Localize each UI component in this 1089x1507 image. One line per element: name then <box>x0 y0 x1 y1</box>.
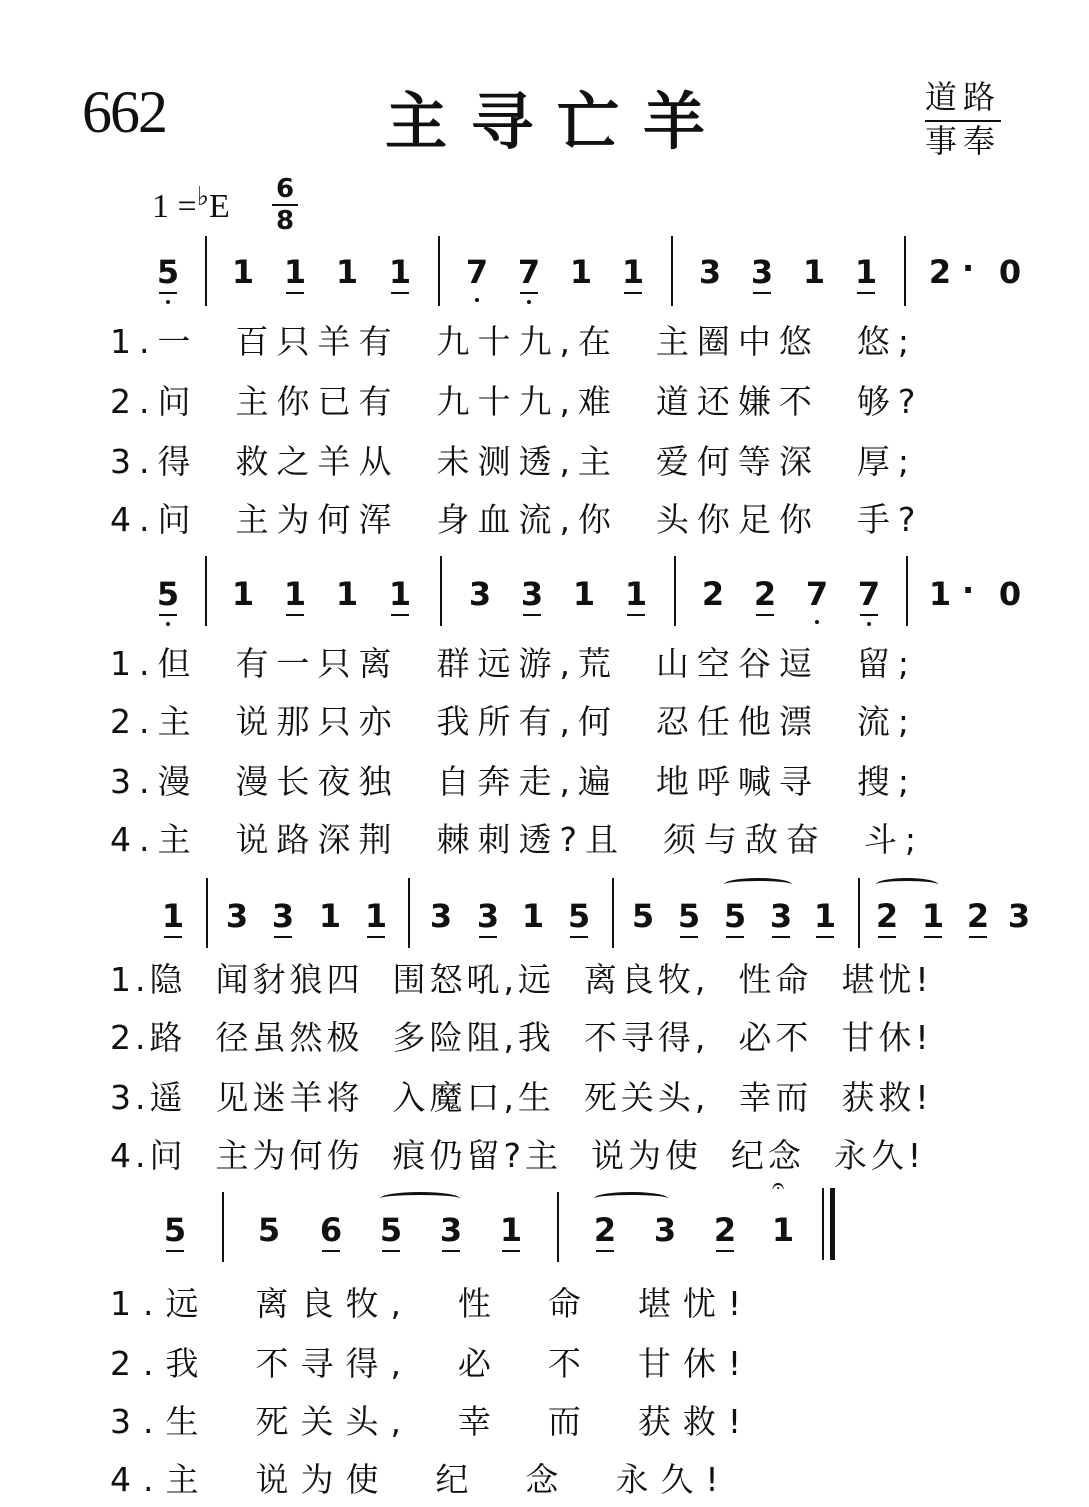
bar-line <box>222 1192 224 1262</box>
slur-mark <box>724 878 792 891</box>
lyric-line: 1.隐 闻豺狼四 围怒吼,远 离良牧, 性命 堪忧! <box>110 960 933 999</box>
lyric-line: 3.得 救之羊从 未测透,主 爱何等深 厚; <box>110 442 918 481</box>
note: 3 <box>429 897 453 935</box>
note: 1 <box>928 575 952 613</box>
note: 2 <box>872 898 902 934</box>
note: 1 <box>385 254 415 290</box>
slur-mark <box>380 1192 460 1205</box>
bar-line <box>557 1192 559 1262</box>
lyric-line: 2.路 径虽然极 多险阻,我 不寻得, 必不 甘休! <box>110 1018 933 1057</box>
note: 1 <box>810 898 840 934</box>
bar-line <box>206 878 208 948</box>
note: 5 <box>674 898 704 934</box>
note: 7 <box>802 576 832 612</box>
key-prefix: 1 = <box>152 188 197 225</box>
note: 2 <box>701 575 725 613</box>
note: 1 <box>280 254 310 290</box>
note: 3 <box>225 897 249 935</box>
note: 1 <box>618 254 648 290</box>
bar-line <box>205 556 207 626</box>
note: 1 <box>621 576 651 612</box>
note: 3 <box>698 253 722 291</box>
note: 5 <box>257 1211 281 1249</box>
bar-line <box>408 878 410 948</box>
bar-line <box>612 878 614 948</box>
note: 5 <box>153 254 183 290</box>
lyric-line: 4.主 说为使 纪 念 永久! <box>110 1460 731 1499</box>
note: 5 <box>376 1212 406 1248</box>
bar-line <box>906 556 908 626</box>
words-credit: 道路 <box>925 72 1001 122</box>
note: 2 <box>590 1212 620 1248</box>
lyric-line: 2.问 主你已有 九十九,难 道还嫌不 够? <box>110 382 924 421</box>
note: 3 <box>653 1211 677 1249</box>
note: 6 <box>316 1212 346 1248</box>
lyric-line: 1.远 离良牧, 性 命 堪忧! <box>110 1284 754 1323</box>
note: 2 <box>750 576 780 612</box>
time-signature <box>270 174 300 236</box>
bar-line <box>671 236 673 306</box>
note: 1 <box>361 898 391 934</box>
note: 5 <box>160 1212 190 1248</box>
note: 0 <box>998 575 1022 613</box>
note: 1 <box>158 898 188 934</box>
fermata-icon: 𝄐 <box>772 1174 785 1199</box>
duration-dot: · <box>962 249 975 287</box>
bar-line <box>904 236 906 306</box>
lyric-line: 1.一 百只羊有 九十九,在 主圈中悠 悠; <box>110 322 918 361</box>
note: 1 <box>569 253 593 291</box>
lyric-line: 4.问 主为何伤 痕仍留?主 说为使 纪念 永久! <box>110 1136 926 1175</box>
slur-mark <box>876 878 938 891</box>
lyric-line: 3.漫 漫长夜独 自奔走,遍 地呼喊寻 搜; <box>110 762 918 801</box>
note: 3 <box>747 254 777 290</box>
note: 1 <box>231 575 255 613</box>
note: 1 <box>802 253 826 291</box>
note: 2 <box>710 1212 740 1248</box>
hymn-number: 662 <box>82 79 166 145</box>
note: 7 <box>462 254 492 290</box>
time-denominator: 8 <box>275 206 295 236</box>
note: 1 <box>521 897 545 935</box>
note: 1 <box>385 576 415 612</box>
hymn-title: 主寻亡羊 <box>385 85 730 158</box>
note: 3 <box>473 898 503 934</box>
note: 1 <box>280 576 310 612</box>
note: 1 <box>496 1212 526 1248</box>
note: 1 <box>335 253 359 291</box>
note: 1 <box>572 575 596 613</box>
note: 3 <box>517 576 547 612</box>
key-note: E <box>208 188 230 225</box>
lyric-line: 2.主 说那只亦 我所有,何 忍任他漂 流; <box>110 702 918 741</box>
note: 3 <box>1007 897 1031 935</box>
note: 3 <box>436 1212 466 1248</box>
final-bar-line <box>830 1188 835 1260</box>
note: 5 <box>153 576 183 612</box>
note: 1 <box>771 1211 795 1249</box>
note: 1 <box>335 575 359 613</box>
note: 5 <box>720 898 750 934</box>
bar-line <box>438 236 440 306</box>
key-signature <box>152 182 230 226</box>
bar-line <box>440 556 442 626</box>
lyric-line: 3.遥 见迷羊将 入魔口,生 死关头, 幸而 获救! <box>110 1078 933 1117</box>
note: 1 <box>918 898 948 934</box>
note: 1 <box>851 254 881 290</box>
note: 1 <box>318 897 342 935</box>
lyric-line: 3.生 死关头, 幸 而 获救! <box>110 1402 754 1441</box>
note: 2 <box>963 898 993 934</box>
slur-mark <box>594 1192 668 1205</box>
note: 5 <box>564 898 594 934</box>
bar-line <box>858 878 860 948</box>
bar-line <box>674 556 676 626</box>
note: 3 <box>468 575 492 613</box>
lyric-line: 4.主 说路深荆 棘刺透?且 须与敌奋 斗; <box>110 820 925 859</box>
lyric-line: 4.问 主为何浑 身血流,你 头你足你 手? <box>110 500 924 539</box>
note: 5 <box>631 897 655 935</box>
note: 3 <box>268 898 298 934</box>
lyric-line: 1.但 有一只离 群远游,荒 山空谷逗 留; <box>110 644 918 683</box>
note: 2 <box>928 253 952 291</box>
note: 0 <box>998 253 1022 291</box>
note: 3 <box>766 898 796 934</box>
flat-symbol: ♭ <box>196 182 209 211</box>
note: 1 <box>231 253 255 291</box>
note: 7 <box>854 576 884 612</box>
bar-line <box>205 236 207 306</box>
bar-line <box>822 1188 824 1260</box>
lyric-line: 2.我 不寻得, 必 不 甘休! <box>110 1344 754 1383</box>
duration-dot: · <box>962 571 975 609</box>
music-credit: 事奉 <box>925 122 1002 160</box>
time-numerator: 6 <box>275 174 295 204</box>
note: 7 <box>514 254 544 290</box>
